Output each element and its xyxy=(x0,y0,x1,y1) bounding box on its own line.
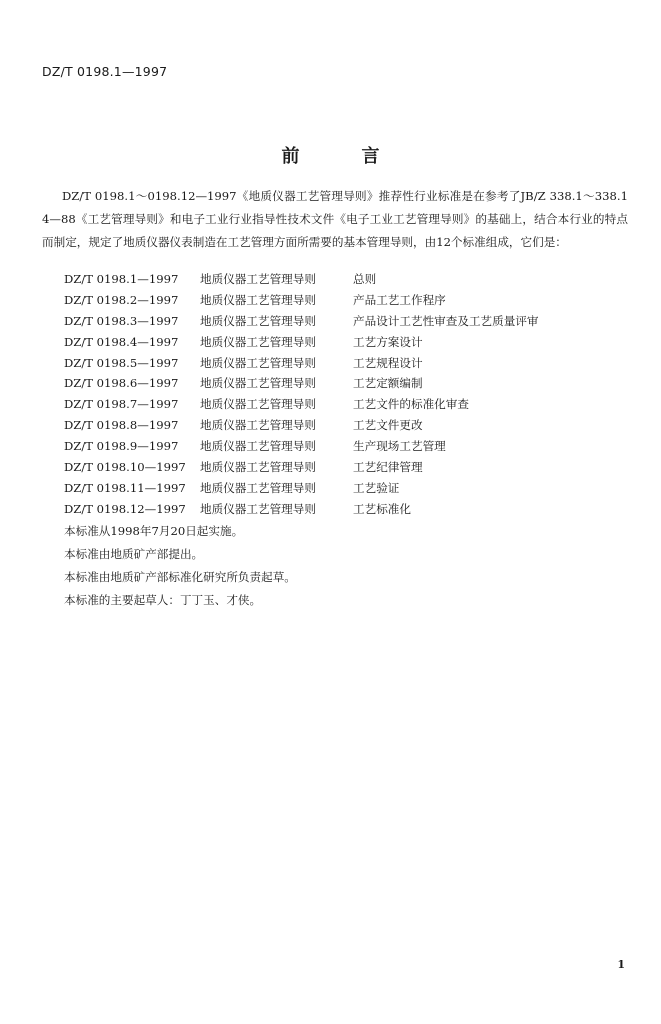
standard-code: DZ/T 0198.8—1997 xyxy=(64,418,179,433)
standard-title: 工艺标准化 xyxy=(353,501,411,516)
notes-section xyxy=(64,520,296,612)
standard-title: 产品工艺工作程序 xyxy=(353,292,446,307)
list-item xyxy=(64,457,539,478)
title-char-1: 前 xyxy=(281,146,300,167)
standard-code: DZ/T 0198.9—1997 xyxy=(64,439,179,454)
list-item xyxy=(64,478,539,499)
list-item xyxy=(64,373,539,394)
list-item xyxy=(64,394,539,415)
list-item xyxy=(64,353,539,374)
standard-series: 地质仪器工艺管理导则 xyxy=(200,272,316,286)
standard-series: 地质仪器工艺管理导则 xyxy=(200,334,316,349)
standard-series: 地质仪器工艺管理导则 xyxy=(200,480,316,495)
standard-title: 工艺纪律管理 xyxy=(353,460,423,475)
standard-series: 地质仪器工艺管理导则 xyxy=(200,501,316,516)
standard-code: DZ/T 0198.10—1997 xyxy=(64,460,186,475)
list-item xyxy=(64,499,539,520)
list-item xyxy=(64,415,539,436)
standard-series: 地质仪器工艺管理导则 xyxy=(200,397,316,412)
list-item xyxy=(64,290,539,311)
list-item xyxy=(64,269,539,290)
note-drafters: 本标准的主要起草人：丁丁玉、才侠。 xyxy=(64,593,262,607)
standard-code: DZ/T 0198.4—1997 xyxy=(64,334,179,349)
standard-title: 工艺定额编制 xyxy=(353,376,423,391)
standard-series: 地质仪器工艺管理导则 xyxy=(200,439,316,454)
standard-title: 工艺文件的标准化审查 xyxy=(353,397,469,412)
intro-paragraph: DZ/T 0198.1～0198.12—1997《地质仪器工艺管理导则》推荐性行业标准是在参考了JB/Z 338.1～338.14—88《工艺管理导则》和电子工业行业指导性技术文件《电子工业工艺管理导则》的基础上，结合本行业的特点而制定，规定了地质仪器仪表制造在工艺管理方面所需要的基本管理导则，由12个标准组成，它们是： xyxy=(42,189,628,249)
title-char-2: 言 xyxy=(361,146,380,167)
page-title xyxy=(0,142,661,168)
standard-title: 生产现场工艺管理 xyxy=(353,439,446,454)
standard-series: 地质仪器工艺管理导则 xyxy=(200,460,316,475)
document-code: DZ/T 0198.1—1997 xyxy=(42,64,168,79)
standard-title: 工艺方案设计 xyxy=(353,334,423,349)
standard-title: 总则 xyxy=(353,272,377,286)
note-drafting-unit: 本标准由地质矿产部标准化研究所负责起草。 xyxy=(64,570,296,584)
standard-code: DZ/T 0198.11—1997 xyxy=(64,480,186,495)
standard-title: 产品设计工艺性审查及工艺质量评审 xyxy=(353,313,539,328)
list-item xyxy=(64,311,539,332)
standard-series: 地质仪器工艺管理导则 xyxy=(200,292,316,307)
page-number: 1 xyxy=(617,958,625,971)
standard-series: 地质仪器工艺管理导则 xyxy=(200,313,316,328)
standard-code: DZ/T 0198.12—1997 xyxy=(64,501,186,516)
standard-code: DZ/T 0198.3—1997 xyxy=(64,313,179,328)
list-item xyxy=(64,332,539,353)
standard-series: 地质仪器工艺管理导则 xyxy=(200,376,316,391)
standard-series: 地质仪器工艺管理导则 xyxy=(200,355,316,370)
standard-code: DZ/T 0198.1—1997 xyxy=(64,272,179,286)
standard-code: DZ/T 0198.6—1997 xyxy=(64,376,179,391)
standard-series: 地质仪器工艺管理导则 xyxy=(200,418,316,433)
standard-code: DZ/T 0198.5—1997 xyxy=(64,355,179,370)
standard-code: DZ/T 0198.7—1997 xyxy=(64,397,179,412)
standards-list xyxy=(64,269,539,520)
note-effective-date: 本标准从1998年7月20日起实施。 xyxy=(64,524,244,538)
standard-title: 工艺规程设计 xyxy=(353,355,423,370)
standard-title: 工艺文件更改 xyxy=(353,418,423,433)
standard-code: DZ/T 0198.2—1997 xyxy=(64,292,179,307)
standard-title: 工艺验证 xyxy=(353,480,400,495)
note-proposer: 本标准由地质矿产部提出。 xyxy=(64,547,204,561)
list-item xyxy=(64,436,539,457)
